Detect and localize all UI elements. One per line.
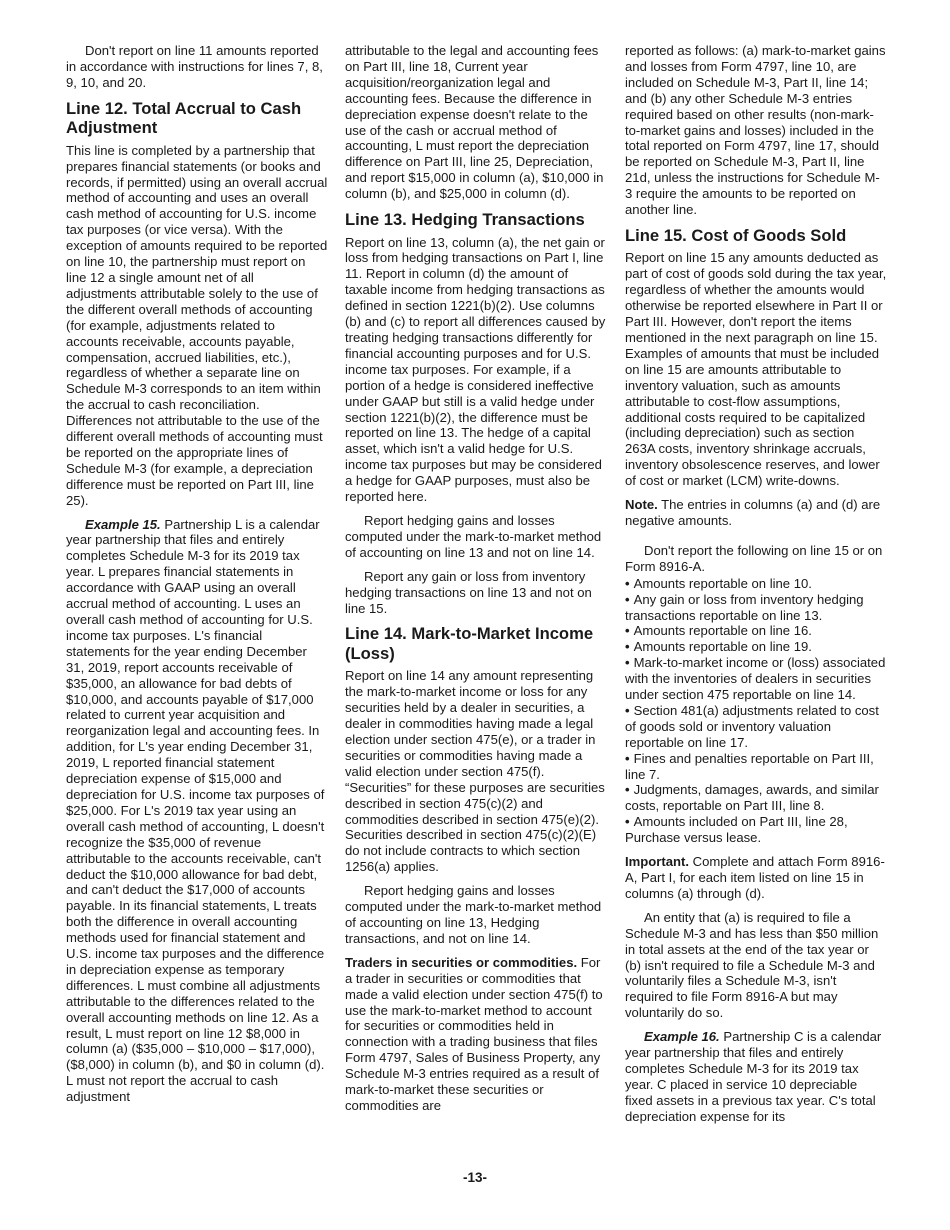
list-item: • Mark-to-market income or (loss) associated with the inventories of dealers in securities under section 475 reportable on line 14. <box>625 655 886 703</box>
exclusion-list <box>625 576 887 846</box>
bullet-icon: • <box>625 591 630 607</box>
heading-line13: Line 13. Hedging Transactions <box>345 210 585 230</box>
list-item: • Amounts reportable on line 10. <box>625 575 812 591</box>
list-item: • Amounts reportable on line 19. <box>625 639 812 655</box>
heading-line15: Line 15. Cost of Goods Sold <box>625 225 847 245</box>
paragraph-important <box>625 854 887 902</box>
paragraph-line14: Report on line 14 any amount representing the mark-to-market income or loss for any securities held by a dealer in securities, a dealer in commodities having made a legal election under section 475(e), or a trader in securities or commodities having made a valid election under section 475(f). “Securities” for these purposes are securities described in section 475(c)(2) and commodities described in section 475(e)(2). Securities described in section 475(c)(2)(E) do not include contracts to which section 1256(a) applies. <box>345 668 605 875</box>
bullet-icon: • <box>625 702 630 718</box>
paragraph-line12: This line is completed by a partnership that prepares financial statements (or books and records, if permitted) using an overall accrual method of accounting and uses an overall cash method of accounting for U.S. income tax purposes (or vice versa). With the exception of amounts required to be reported on line 10, the partnership must report on line 12 a single amount net of all adjustments attributable solely to the use of the different overall methods of accounting (for example, adjustments related to accounts receivable, accounts payable, compensation, accrued liabilities, etc.), regardless of whether a separate line on Schedule M-3 corresponds to an item within the accrual to cash reconciliation. Differences not attributable to the use of the different overall methods of accounting must be reported on the appropriate lines of Schedule M-3 (for example, a depreciation difference must be reported on Part III, line 25). <box>66 142 328 508</box>
paragraph-note <box>625 497 887 529</box>
example16-label: Example 16. <box>644 1029 720 1045</box>
page-number: -13- <box>462 1170 487 1185</box>
example15-text: Partnership L is a calendar year partnership that files and entirely completes Schedule M-3 for its 2019 tax year. L prepares financial statements in accordance with GAAP using an overall accrual method of accounting. L uses an overall cash method of accounting for U.S. income tax purposes. L's financial statements for the year ending December 31, 2019, report accounts receivable of $35,000, an allowance for bad debts of $10,000, and accounts payable of $17,000 related to current year acquisition and reorganization legal and accounting fees. In addition, for L's year ending December 31, 2019, L reported financial statement depreciation expense of $15,000 and depreciation for U.S. income tax purposes of $25,000. For L's 2019 tax year using an overall cash method of accounting, L doesn't recognize the $35,000 of revenue attributable to the accounts receivable, can't deduct the $10,000 allowance for bad debt, and can't deduct the $17,000 of accounts payable. In its financial statements, L treats both the difference in overall accounting methods used for financial statement and U.S. income tax purposes and the difference in depreciation expense as temporary differences. L must combine all adjustments attributable to the differences related to the overall accounting methods on line 12. As a result, L must report on line 12 $8,000 in column (a) ($35,000 – $10,000 – $17,000), ($8,000) in column (b), and $0 in column (d). L must not report the accrual to cash adjustment <box>66 516 325 1105</box>
column-right <box>625 43 887 1133</box>
bullet-icon: • <box>625 655 630 671</box>
paragraph-line11-note: Don't report on line 11 amounts reported in accordance with instructions for lines 7, 8, 9, 10, and 20. <box>66 43 323 90</box>
list-item: • Judgments, damages, awards, and similar costs, reportable on Part III, line 8. <box>625 782 879 814</box>
heading-line12: Line 12. Total Accrual to Cash Adjustment <box>66 98 302 138</box>
paragraph-mtm-continued: reported as follows: (a) mark-to-market gains and losses from Form 4797, line 10, are included on Schedule M-3, Part II, line 14; and (b) any other Schedule M-3 entries required based on other results (non-mark-to-market gains and losses) included in the total reported on Form 4797, line 17, should be reported on Schedule M-3, Part II, line 21d, unless the instructions for Schedule M-3 require the amounts to be reported on another line. <box>625 43 886 218</box>
paragraph-line15: Report on line 15 any amounts deducted as part of cost of goods sold during the tax year, regardless of whether the amounts would otherwise be reported elsewhere in Part II or Part III. However, don't report the items mentioned in the next paragraph on line 15. Examples of amounts that must be included on line 15 are amounts attributable to inventory valuation, such as amounts attributable to cost-flow assumptions, additional costs required to be capitalized (including depreciation) such as section 263A costs, inventory shrinkage accruals, inventory obsolescence reserves, and lower of cost or market (LCM) write-downs. <box>625 250 887 489</box>
list-item: • Amounts included on Part III, line 28, Purchase versus lease. <box>625 814 848 846</box>
paragraph-entity: An entity that (a) is required to file a Schedule M-3 and has less than $50 million in total assets at the end of the tax year or (b) isn't required to file a Schedule M-3 and voluntarily files a Schedule M-3, isn't required to file Form 8916-A but may voluntarily do so. <box>625 909 879 1021</box>
bullet-icon: • <box>625 782 630 798</box>
heading-line14: Line 14. Mark-to-Market Income (Loss) <box>345 624 594 663</box>
list-item: • Amounts reportable on line 16. <box>625 623 812 639</box>
bullet-icon: • <box>625 575 630 591</box>
example16-text: Partnership C is a calendar year partnership that files and entirely completes Schedule M-3 for its 2019 tax year. C placed in service 10 depreciable fixed assets in a previous tax year. C's total depreciation expense for its <box>625 1029 882 1124</box>
list-item: • Any gain or loss from inventory hedging transactions reportable on line 13. <box>625 591 864 623</box>
bullet-icon: • <box>625 623 630 639</box>
note-text: The entries in columns (a) and (d) are negative amounts. <box>625 497 881 528</box>
paragraph-example15 <box>66 517 328 1106</box>
important-label: Important. <box>625 854 690 870</box>
paragraph-hedging-line13: Report hedging gains and losses computed under the mark-to-market method of accounting on line 13, Hedging transactions, and not on line 14. <box>345 883 602 946</box>
traders-label: Traders in securities or commodities. <box>345 954 578 970</box>
paragraph-traders <box>345 955 607 1114</box>
paragraph-example15-continued: attributable to the legal and accounting fees on Part III, line 18, Current year acquisition/reorganization legal and accounting fees. Because the difference in depreciation expense doesn't relate to the use of the cash or accrual method of accounting, L must report the depreciation difference on Part III, line 25, Depreciation, and report $15,000 in column (a), $10,000 in column (b), and $25,000 in column (d). <box>345 43 604 202</box>
column-left <box>66 43 328 1113</box>
paragraph-inventory-hedging: Report any gain or loss from inventory hedging transactions on line 13 and not on line 15. <box>345 568 592 616</box>
example15-label: Example 15. <box>85 516 161 532</box>
paragraph-hedging-mtm: Report hedging gains and losses computed under the mark-to-market method of accounting on line 13 and not on line 14. <box>345 512 602 560</box>
bullet-icon: • <box>625 814 630 830</box>
bullet-icon: • <box>625 639 630 655</box>
bullet-icon: • <box>625 750 630 766</box>
traders-text: For a trader in securities or commodities that made a valid election under section 475(f) to use the mark-to-market method to account for securities or commodities held in connection with a trading business that files Form 4797, Sales of Business Property, any Schedule M-3 entries required as a result of mark-to-market these securities or commodities are <box>345 954 603 1113</box>
list-item: • Fines and penalties reportable on Part III, line 7. <box>625 750 874 782</box>
paragraph-example16 <box>625 1029 887 1124</box>
note-label: Note. <box>625 497 658 513</box>
column-middle <box>345 43 607 1122</box>
list-item: • Section 481(a) adjustments related to cost of goods sold or inventory valuation reportable on line 17. <box>625 702 879 750</box>
paragraph-line13: Report on line 13, column (a), the net gain or loss from hedging transactions on Part I, line 11. Report in column (d) the amount of taxable income from hedging transactions as defined in section 1221(b)(2). Use columns (b) and (c) to report all differences caused by treating hedging transactions differently for financial accounting purposes and for U.S. income tax purposes. For example, if a portion of a hedge is considered ineffective under GAAP but still is a valid hedge under section 1221(b)(2), the difference must be reported on line 13. The hedge of a capital asset, which isn't a valid hedge for U.S. income tax purposes but may be considered a hedge for GAAP purposes, must also be reported here. <box>345 234 606 505</box>
paragraph-dont-report: Don't report the following on line 15 or on Form 8916-A. <box>625 542 883 574</box>
important-text: Complete and attach Form 8916-A, Part I, for each item listed on line 15 in columns (a) through (d). <box>625 854 885 901</box>
